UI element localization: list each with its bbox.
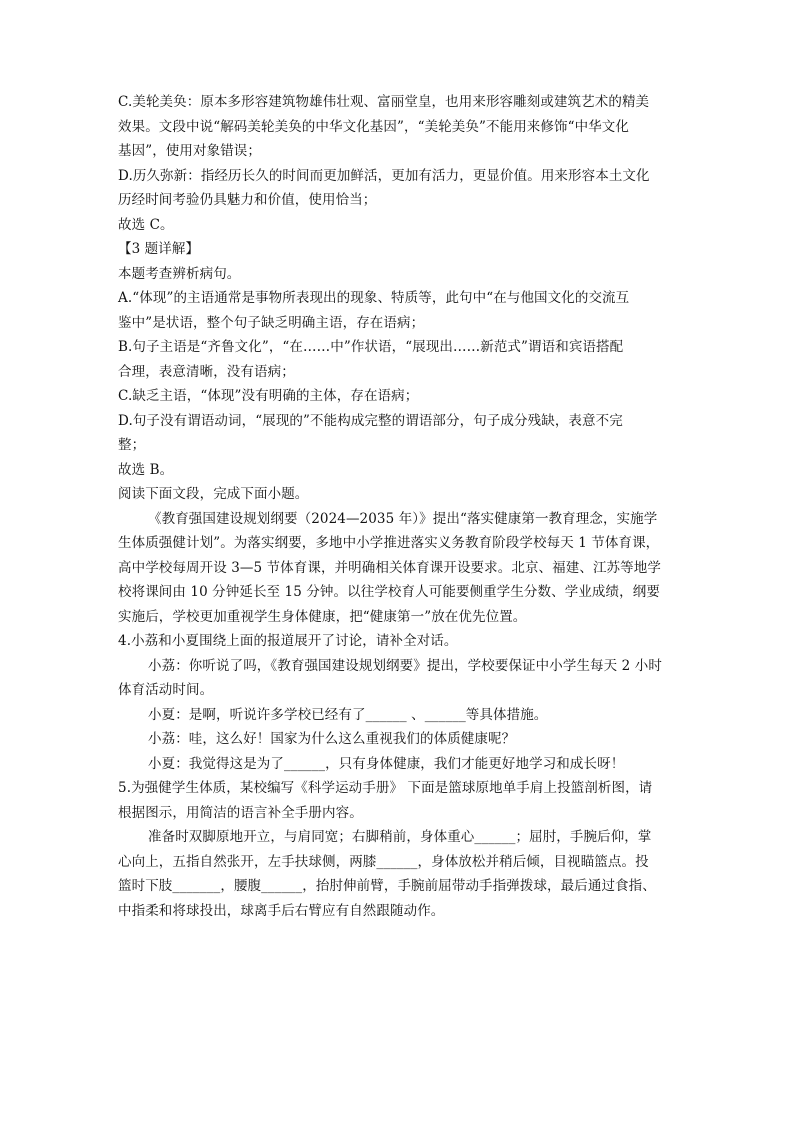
passage-line: 《教育强国建设规划纲要（2024—2035 年）》提出“落实健康第一教育理念，实施学 [148,510,658,527]
passage-line: 校将课间由 10 分钟延长至 15 分钟。以往学校育人可能要侧重学生分数、学业成绩，纲要 [118,584,660,600]
passage-line: 心向上，五指自然张开，左手扶球侧，两膝______，身体放松并稍后倾，目视瞄篮点。投 [118,853,649,870]
passage-line: 准备时双脚原地开立，与肩同宽；右脚稍前，身体重心______；屈肘，手腕后仰，掌 [148,829,652,845]
text-line: 效果。文段中说“解码美轮美奂的中华文化基因”，“美轮美奂”不能用来修饰“中华文化 [118,118,630,135]
text-line: D.历久弥新：指经历长久的时间而更加鲜活，更加有活力，更显价值。用来形容本土文化 [118,167,650,184]
dialogue-line: 体育活动时间。 [118,682,214,698]
document-body [118,90,678,923]
passage-line: 高中学校每周开设 3—5 节体育课，并明确相关体育课开设要求。北京、福建、江苏等地学 [118,559,661,576]
text-line: 合理，表意清晰，没有语病； [118,363,295,380]
answer-line: 故选 C。 [118,216,174,233]
question-line: 4.小荔和小夏围绕上面的报道展开了讨论，请补全对话。 [118,633,458,649]
text-line: D.句子没有谓语动词，“展现的”不能构成完整的谓语部分，句子成分残缺，表意不完 [118,412,623,429]
instruction-line: 阅读下面文段，完成下面小题。 [118,486,309,502]
dialogue-line: 小夏：是啊，听说许多学校已经有了______ 、______等具体措施。 [148,706,548,723]
passage-line: 实施后，学校更加重视学生身体健康，把“健康第一”放在优先位置。 [118,608,527,625]
passage-line: 生体质强健计划”。为落实纲要，多地中小学推进落实义务教育阶段学校每天 1 节体育课， [118,535,660,551]
text-line: 历经时间考验仍具魅力和价值，使用恰当； [118,192,377,208]
answer-line: 故选 B。 [118,461,174,478]
dialogue-line: 小夏：我觉得这是为了______，只有身体健康，我们才能更好地学习和成长呀！ [148,755,625,772]
text-line: C.缺乏主语，“体现”没有明确的主体，存在语病； [118,388,419,404]
passage-line: 篮时下肢_______，腰腹______，抬肘伸前臂，手腕前屈带动手指弹拨球，最后通过食指、 [118,878,656,894]
text-line: 鉴中”是状语，整个句子缺乏明确主语，存在语病； [118,314,425,331]
text-line: 本题考查辨析病句。 [118,265,241,282]
dialogue-line: 小荔：你听说了吗，《教育强国建设规划纲要》提出，学校要保证中小学生每天 2 小时 [148,657,662,674]
text-line: A.“体现”的主语通常是事物所表现出的现象、特质等，此句中“在与他国文化的交流互 [118,290,630,306]
text-line: C.美轮美奂：原本多形容建筑物雄伟壮观、富丽堂皇，也用来形容雕刻或建筑艺术的精美 [118,94,650,110]
dialogue-line: 小荔：哇，这么好！国家为什么这么重视我们的体质健康呢？ [148,731,516,747]
question-line: 5.为强健学生体质，某校编写《科学运动手册》 下面是篮球原地单手肩上投篮剖析图，请 [118,780,653,796]
text-line: 整； [118,437,146,453]
passage-line: 中指柔和将球投出，球离手后右臂应有自然跟随动作。 [118,902,445,919]
text-line: 基因”，使用对象错误； [118,143,262,159]
question-line: 根据图示，用简洁的语言补全手册内容。 [118,804,363,821]
text-line: B.句子主语是“齐鲁文化”，“在……中”作状语，“展现出……新范式”谓语和宾语搭配 [118,339,624,355]
section-heading: 【3 题详解】 [118,241,200,257]
